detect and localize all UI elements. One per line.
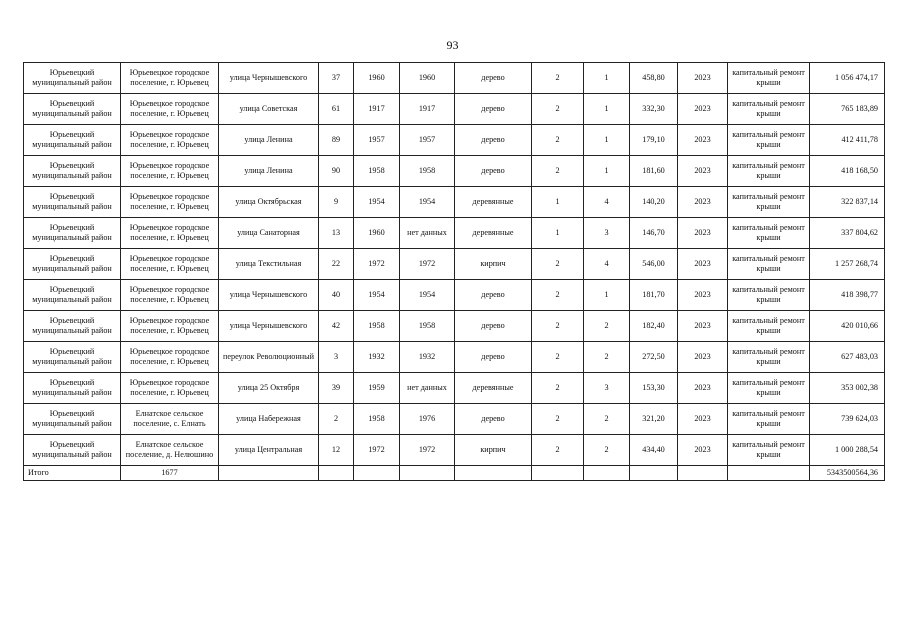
year-commissioned-cell: 1957 (400, 125, 455, 156)
area-cell: 181,70 (630, 280, 678, 311)
empty-cell (455, 466, 532, 481)
settlement-cell: Елнатское сельское поселение, д. Нелюшино (121, 435, 219, 466)
wall-material-cell: дерево (455, 311, 532, 342)
cost-cell: 765 183,89 (810, 94, 885, 125)
work-type-cell: капитальный ремонт крыши (728, 249, 810, 280)
street-cell: переулок Революционный (219, 342, 319, 373)
table-row (24, 94, 885, 125)
house-number-cell: 12 (319, 435, 354, 466)
wall-material-cell: дерево (455, 125, 532, 156)
street-cell: улица Чернышевского (219, 280, 319, 311)
house-number-cell: 13 (319, 218, 354, 249)
year-commissioned-cell: 1972 (400, 249, 455, 280)
wall-material-cell: деревянные (455, 373, 532, 404)
district-cell: Юрьевецкий муниципальный район (24, 94, 121, 125)
table-row (24, 342, 885, 373)
empty-cell (219, 466, 319, 481)
floors-cell: 2 (532, 249, 584, 280)
district-cell: Юрьевецкий муниципальный район (24, 156, 121, 187)
year-commissioned-cell: нет данных (400, 218, 455, 249)
wall-material-cell: кирпич (455, 435, 532, 466)
plan-year-cell: 2023 (678, 435, 728, 466)
year-built-cell: 1958 (354, 404, 400, 435)
year-built-cell: 1958 (354, 311, 400, 342)
empty-cell (584, 466, 630, 481)
entrances-cell: 1 (584, 94, 630, 125)
area-cell: 179,10 (630, 125, 678, 156)
area-cell: 153,30 (630, 373, 678, 404)
plan-year-cell: 2023 (678, 373, 728, 404)
entrances-cell: 1 (584, 280, 630, 311)
cost-cell: 353 002,38 (810, 373, 885, 404)
floors-cell: 1 (532, 187, 584, 218)
year-built-cell: 1917 (354, 94, 400, 125)
street-cell: улица Центральная (219, 435, 319, 466)
floors-cell: 2 (532, 63, 584, 94)
entrances-cell: 3 (584, 373, 630, 404)
year-commissioned-cell: 1958 (400, 156, 455, 187)
district-cell: Юрьевецкий муниципальный район (24, 435, 121, 466)
floors-cell: 2 (532, 373, 584, 404)
area-cell: 181,60 (630, 156, 678, 187)
cost-cell: 1 000 288,54 (810, 435, 885, 466)
year-commissioned-cell: 1954 (400, 187, 455, 218)
work-type-cell: капитальный ремонт крыши (728, 404, 810, 435)
district-cell: Юрьевецкий муниципальный район (24, 311, 121, 342)
year-commissioned-cell: 1917 (400, 94, 455, 125)
cost-cell: 337 804,62 (810, 218, 885, 249)
wall-material-cell: дерево (455, 94, 532, 125)
table-row (24, 249, 885, 280)
page-number: 93 (446, 38, 459, 52)
cost-cell: 420 010,66 (810, 311, 885, 342)
work-type-cell: капитальный ремонт крыши (728, 125, 810, 156)
district-cell: Юрьевецкий муниципальный район (24, 63, 121, 94)
table-row (24, 373, 885, 404)
cost-cell: 1 056 474,17 (810, 63, 885, 94)
empty-cell (728, 466, 810, 481)
total-row (24, 466, 885, 481)
empty-cell (630, 466, 678, 481)
table-row (24, 125, 885, 156)
house-number-cell: 22 (319, 249, 354, 280)
house-number-cell: 90 (319, 156, 354, 187)
entrances-cell: 3 (584, 218, 630, 249)
floors-cell: 1 (532, 218, 584, 249)
floors-cell: 2 (532, 280, 584, 311)
settlement-cell: Юрьевецкое городское поселение, г. Юрьевец (121, 63, 219, 94)
cost-cell: 322 837,14 (810, 187, 885, 218)
house-number-cell: 2 (319, 404, 354, 435)
street-cell: улица Октябрьская (219, 187, 319, 218)
work-type-cell: капитальный ремонт крыши (728, 94, 810, 125)
cost-cell: 418 398,77 (810, 280, 885, 311)
work-type-cell: капитальный ремонт крыши (728, 373, 810, 404)
year-built-cell: 1972 (354, 249, 400, 280)
district-cell: Юрьевецкий муниципальный район (24, 218, 121, 249)
empty-cell (400, 466, 455, 481)
house-number-cell: 61 (319, 94, 354, 125)
district-cell: Юрьевецкий муниципальный район (24, 373, 121, 404)
wall-material-cell: деревянные (455, 218, 532, 249)
district-cell: Юрьевецкий муниципальный район (24, 404, 121, 435)
year-commissioned-cell: 1954 (400, 280, 455, 311)
cost-cell: 627 483,03 (810, 342, 885, 373)
floors-cell: 2 (532, 435, 584, 466)
work-type-cell: капитальный ремонт крыши (728, 311, 810, 342)
entrances-cell: 1 (584, 156, 630, 187)
cost-cell: 1 257 268,74 (810, 249, 885, 280)
street-cell: улица Ленина (219, 156, 319, 187)
year-built-cell: 1954 (354, 280, 400, 311)
district-cell: Юрьевецкий муниципальный район (24, 249, 121, 280)
year-commissioned-cell: 1976 (400, 404, 455, 435)
year-built-cell: 1958 (354, 156, 400, 187)
housing-repair-table (23, 62, 885, 481)
wall-material-cell: дерево (455, 280, 532, 311)
area-cell: 321,20 (630, 404, 678, 435)
entrances-cell: 4 (584, 187, 630, 218)
table-row (24, 63, 885, 94)
year-built-cell: 1957 (354, 125, 400, 156)
plan-year-cell: 2023 (678, 94, 728, 125)
area-cell: 140,20 (630, 187, 678, 218)
work-type-cell: капитальный ремонт крыши (728, 156, 810, 187)
table-row (24, 311, 885, 342)
area-cell: 434,40 (630, 435, 678, 466)
floors-cell: 2 (532, 404, 584, 435)
year-commissioned-cell: 1972 (400, 435, 455, 466)
street-cell: улица Набережная (219, 404, 319, 435)
entrances-cell: 4 (584, 249, 630, 280)
wall-material-cell: дерево (455, 63, 532, 94)
street-cell: улица Чернышевского (219, 311, 319, 342)
house-number-cell: 39 (319, 373, 354, 404)
table-row (24, 187, 885, 218)
area-cell: 182,40 (630, 311, 678, 342)
plan-year-cell: 2023 (678, 249, 728, 280)
house-number-cell: 9 (319, 187, 354, 218)
street-cell: улица 25 Октября (219, 373, 319, 404)
year-commissioned-cell: 1958 (400, 311, 455, 342)
settlement-cell: Юрьевецкое городское поселение, г. Юрьевец (121, 280, 219, 311)
plan-year-cell: 2023 (678, 404, 728, 435)
cost-cell: 418 168,50 (810, 156, 885, 187)
floors-cell: 2 (532, 311, 584, 342)
district-cell: Юрьевецкий муниципальный район (24, 187, 121, 218)
table-row (24, 218, 885, 249)
settlement-cell: Юрьевецкое городское поселение, г. Юрьевец (121, 311, 219, 342)
wall-material-cell: дерево (455, 342, 532, 373)
street-cell: улица Санаторная (219, 218, 319, 249)
work-type-cell: капитальный ремонт крыши (728, 187, 810, 218)
year-commissioned-cell: 1960 (400, 63, 455, 94)
plan-year-cell: 2023 (678, 280, 728, 311)
table-row (24, 435, 885, 466)
year-commissioned-cell: 1932 (400, 342, 455, 373)
work-type-cell: капитальный ремонт крыши (728, 342, 810, 373)
wall-material-cell: деревянные (455, 187, 532, 218)
entrances-cell: 2 (584, 435, 630, 466)
area-cell: 146,70 (630, 218, 678, 249)
work-type-cell: капитальный ремонт крыши (728, 280, 810, 311)
work-type-cell: капитальный ремонт крыши (728, 218, 810, 249)
plan-year-cell: 2023 (678, 311, 728, 342)
settlement-cell: Юрьевецкое городское поселение, г. Юрьевец (121, 94, 219, 125)
year-built-cell: 1960 (354, 63, 400, 94)
plan-year-cell: 2023 (678, 156, 728, 187)
work-type-cell: капитальный ремонт крыши (728, 63, 810, 94)
entrances-cell: 2 (584, 404, 630, 435)
year-commissioned-cell: нет данных (400, 373, 455, 404)
year-built-cell: 1932 (354, 342, 400, 373)
street-cell: улица Чернышевского (219, 63, 319, 94)
entrances-cell: 2 (584, 342, 630, 373)
plan-year-cell: 2023 (678, 125, 728, 156)
empty-cell (319, 466, 354, 481)
entrances-cell: 1 (584, 63, 630, 94)
cost-cell: 739 624,03 (810, 404, 885, 435)
table-row (24, 404, 885, 435)
work-type-cell: капитальный ремонт крыши (728, 435, 810, 466)
settlement-cell: Юрьевецкое городское поселение, г. Юрьевец (121, 125, 219, 156)
house-number-cell: 37 (319, 63, 354, 94)
settlement-cell: Юрьевецкое городское поселение, г. Юрьевец (121, 373, 219, 404)
area-cell: 332,30 (630, 94, 678, 125)
house-number-cell: 89 (319, 125, 354, 156)
plan-year-cell: 2023 (678, 187, 728, 218)
district-cell: Юрьевецкий муниципальный район (24, 125, 121, 156)
street-cell: улица Ленина (219, 125, 319, 156)
house-number-cell: 42 (319, 311, 354, 342)
settlement-cell: Юрьевецкое городское поселение, г. Юрьевец (121, 156, 219, 187)
plan-year-cell: 2023 (678, 63, 728, 94)
table-row (24, 280, 885, 311)
wall-material-cell: дерево (455, 156, 532, 187)
table-row (24, 156, 885, 187)
total-cost-cell: 5343500564,36 (810, 466, 885, 481)
wall-material-cell: кирпич (455, 249, 532, 280)
floors-cell: 2 (532, 125, 584, 156)
year-built-cell: 1960 (354, 218, 400, 249)
floors-cell: 2 (532, 342, 584, 373)
area-cell: 458,80 (630, 63, 678, 94)
floors-cell: 2 (532, 156, 584, 187)
settlement-cell: Юрьевецкое городское поселение, г. Юрьевец (121, 218, 219, 249)
settlement-cell: Юрьевецкое городское поселение, г. Юрьевец (121, 342, 219, 373)
total-label-cell: Итого (24, 466, 121, 481)
street-cell: улица Текстильная (219, 249, 319, 280)
empty-cell (678, 466, 728, 481)
wall-material-cell: дерево (455, 404, 532, 435)
settlement-cell: Юрьевецкое городское поселение, г. Юрьевец (121, 249, 219, 280)
total-count-cell: 1677 (121, 466, 219, 481)
plan-year-cell: 2023 (678, 342, 728, 373)
entrances-cell: 2 (584, 311, 630, 342)
year-built-cell: 1954 (354, 187, 400, 218)
district-cell: Юрьевецкий муниципальный район (24, 342, 121, 373)
year-built-cell: 1972 (354, 435, 400, 466)
plan-year-cell: 2023 (678, 218, 728, 249)
year-built-cell: 1959 (354, 373, 400, 404)
house-number-cell: 40 (319, 280, 354, 311)
settlement-cell: Юрьевецкое городское поселение, г. Юрьевец (121, 187, 219, 218)
empty-cell (354, 466, 400, 481)
district-cell: Юрьевецкий муниципальный район (24, 280, 121, 311)
street-cell: улица Советская (219, 94, 319, 125)
house-number-cell: 3 (319, 342, 354, 373)
settlement-cell: Елнатское сельское поселение, с. Елнать (121, 404, 219, 435)
area-cell: 546,00 (630, 249, 678, 280)
area-cell: 272,50 (630, 342, 678, 373)
table-body (24, 63, 885, 481)
cost-cell: 412 411,78 (810, 125, 885, 156)
empty-cell (532, 466, 584, 481)
entrances-cell: 1 (584, 125, 630, 156)
floors-cell: 2 (532, 94, 584, 125)
